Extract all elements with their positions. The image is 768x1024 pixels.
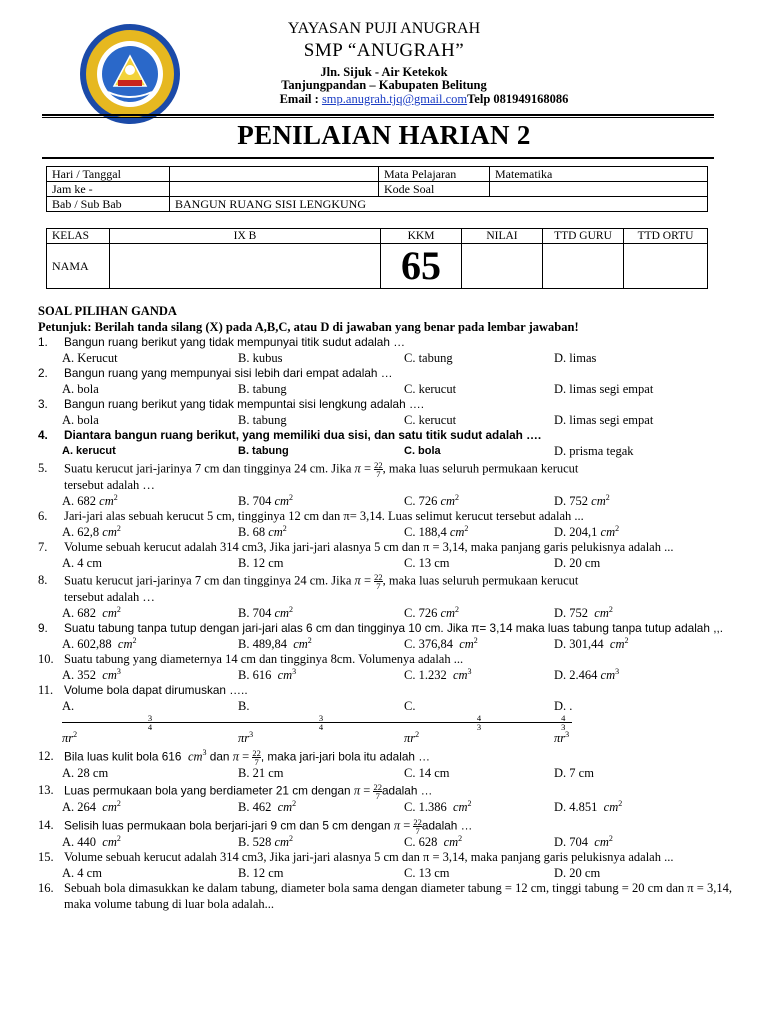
fraction-22-7: $\frac{22}{7}$ [373, 782, 382, 801]
question-5: 5. Suatu kerucut jari-jarinya 7 cm dan tingginya 24 cm. Jika π = $\frac{22}{7}$ , maka luas seluruh permukaan kerucut tersebut adalah … [38, 460, 579, 492]
options-11 [38, 699, 732, 747]
option-a[interactable]: A. kerucut [62, 444, 116, 457]
option-b[interactable]: B. 704 $cm^2$ [238, 492, 294, 508]
options-6 [38, 525, 732, 541]
nama-field[interactable] [110, 244, 381, 289]
nilai-label: NILAI [462, 229, 543, 244]
option-d[interactable]: D. prisma tegak [554, 443, 634, 458]
option-b[interactable]: B. 616 $cm^3$ [238, 666, 297, 682]
option-b[interactable]: B. 462 $cm^2$ [238, 798, 297, 814]
option-d[interactable]: D. 301,44 $cm^2$ [554, 635, 629, 651]
options-5 [38, 494, 732, 510]
section-instruction: Petunjuk: Berilah tanda silang (X) pada A,B,C, atau D di jawaban yang benar pada lembar jawaban! [38, 319, 579, 334]
kkm-label: KKM [381, 229, 462, 244]
option-c[interactable]: C. 1.386 $cm^2$ [404, 798, 472, 814]
option-a[interactable]: A. 682 $cm^2$ [62, 492, 118, 508]
option-c[interactable]: C. 188,4 $cm^2$ [404, 523, 469, 539]
options-3 [38, 413, 732, 429]
option-d[interactable]: D. 204,1 $cm^2$ [554, 523, 620, 539]
question-6: 6. Jari-jari alas sebuah kerucut 5 cm, tingginya 12 cm dan π= 3,14. Luas selimut kerucut tersebut adalah ... [38, 509, 584, 523]
options-7 [38, 556, 732, 572]
option-c[interactable]: C. 726 $cm^2$ [404, 492, 460, 508]
question-14: 14. Selisih luas permukaan bola berjari-jari 9 cm dan 5 cm dengan π = $\frac{22}{7}$ adalah … [38, 816, 473, 836]
hari-label: Hari / Tanggal [47, 167, 170, 182]
option-b[interactable]: B. 21 cm [238, 765, 284, 780]
option-d[interactable]: D. limas [554, 350, 597, 365]
address-line-1: Jln. Sijuk - Air Ketekok [320, 65, 448, 79]
options-9 [38, 637, 732, 653]
jam-field[interactable] [170, 182, 379, 197]
address-line-2: Tanjungpandan – Kabupaten Belitung [281, 78, 487, 92]
fraction-22-7: $\frac{22}{7}$ [252, 747, 261, 767]
question-4: 4. Diantara bangun ruang berikut, yang memiliki dua sisi, dan satu titik sudut adalah …. [38, 428, 542, 442]
contact-line: Email : smp.anugrah.tjq@gmail.comTelp 081949168086 [279, 92, 569, 106]
options-4 [38, 444, 732, 460]
option-d[interactable]: D. . 4 3 $\pi r^3$ [554, 698, 573, 745]
question-16: 16. Sebuah bola dimasukkan ke dalam tabung, diameter bola sama dengan diameter tabung = 12 cm, tinggi tabung = 20 cm dan π = 3,14, maka volume tabung di luar bola adalah... [38, 881, 732, 911]
fraction-22-7: $\frac{22}{7}$ [374, 572, 383, 591]
option-b[interactable]: B. 68 $cm^2$ [238, 523, 287, 539]
kode-label: Kode Soal [379, 182, 490, 197]
option-c[interactable]: C. 628 $cm^2$ [404, 833, 463, 849]
option-d[interactable]: D. 752 $cm^2$ [554, 604, 613, 620]
options-12 [38, 766, 732, 782]
question-3: 3. Bangun ruang berikut yang tidak mempuntai sisi lengkung adalah …. [38, 397, 425, 411]
question-15: 15. Volume sebuah kerucut adalah 314 cm3, Jika jari-jari alasnya 5 cm dan π = 3,14, maka panjang garis pelukisnya adalah ... [38, 850, 674, 864]
option-c[interactable]: C. 1.232 $cm^3$ [404, 666, 472, 682]
question-9: 9. Suatu tabung tanpa tutup dengan jari-jari alas 6 cm dan tingginya 10 cm. Jika π= 3,14 maka luas tabung tanpa tutup adalah ,,. [38, 621, 724, 635]
options-8 [38, 606, 732, 622]
option-a[interactable]: A. Kerucut [62, 350, 118, 365]
option-c[interactable]: C. 13 cm [404, 865, 450, 880]
option-c[interactable]: C. kerucut [404, 381, 457, 396]
option-d[interactable]: D. limas segi empat [554, 381, 654, 396]
exam-info-table [46, 166, 708, 212]
school-name: SMP “ANUGRAH” [303, 40, 465, 61]
option-d[interactable]: D. 704 $cm^2$ [554, 833, 613, 849]
email-link[interactable]: smp.anugrah.tjq@gmail.com [321, 92, 468, 106]
option-c[interactable]: C. bola [404, 444, 441, 457]
option-c[interactable]: C. 13 cm [404, 555, 450, 570]
option-d[interactable]: D. 20 cm [554, 555, 601, 570]
option-a[interactable]: A. 682 $cm^2$ [62, 604, 121, 620]
option-d[interactable]: D. 2.464 $cm^3$ [554, 666, 620, 682]
option-c[interactable]: C. kerucut [404, 412, 457, 427]
ttd-ortu-field[interactable] [624, 244, 708, 289]
mapel-value: Matematika [490, 167, 708, 182]
header-rule [42, 114, 714, 116]
option-b[interactable]: B. tabung [238, 381, 287, 396]
mapel-label: Mata Pelajaran [379, 167, 490, 182]
option-a[interactable]: A. bola [62, 381, 99, 396]
hari-field[interactable] [170, 167, 379, 182]
option-d[interactable]: D. 20 cm [554, 865, 601, 880]
bab-value: BANGUN RUANG SISI LENGKUNG [170, 197, 708, 212]
page-title: PENILAIAN HARIAN 2 [237, 120, 531, 150]
section-heading: SOAL PILIHAN GANDA [38, 304, 177, 318]
option-a[interactable]: A. 264 $cm^2$ [62, 798, 121, 814]
question-7: 7. Volume sebuah kerucut adalah 314 cm3, Jika jari-jari alasnya 5 cm dan π = 3,14, maka panjang garis pelukisnya adalah ... [38, 540, 674, 554]
school-header [0, 0, 768, 120]
options-10 [38, 668, 732, 684]
question-12: 12. Bila luas kulit bola 616 $cm^3$ dan π = $\frac{22}{7}$ , maka jari-jari bola itu adalah … [38, 747, 431, 767]
question-1: 1. Bangun ruang berikut yang tidak mempunyai titik sudut adalah … [38, 335, 406, 349]
question-13: 13. Luas permukaan bola yang berdiameter 21 cm dengan π = $\frac{22}{7}$ adalah … [38, 782, 433, 801]
nama-label: NAMA [47, 244, 110, 289]
question-2: 2. Bangun ruang yang mempunyai sisi lebih dari empat adalah … [38, 366, 393, 380]
option-a[interactable]: A. 4 cm [62, 865, 102, 880]
header-rule-thin [42, 117, 714, 118]
option-b[interactable]: B. tabung [238, 444, 289, 457]
option-b[interactable]: B. 12 cm [238, 555, 284, 570]
option-b[interactable]: B. kubus [238, 350, 283, 365]
option-c[interactable]: C. 4 3 $\pi r^2$ [404, 699, 554, 747]
option-b[interactable]: B. 528 $cm^2$ [238, 833, 294, 849]
option-d[interactable]: D. 4.851 $cm^2$ [554, 798, 623, 814]
bab-label: Bab / Sub Bab [47, 197, 170, 212]
question-8: 8. Suatu kerucut jari-jarinya 7 cm dan tingginya 24 cm. Jika π = $\frac{22}{7}$ , maka luas seluruh permukaan kerucut tersebut adalah … [38, 572, 579, 604]
option-a[interactable]: A. 352 $cm^3$ [62, 666, 121, 682]
title-rule [42, 157, 714, 159]
option-a[interactable]: A. 62,8 $cm^2$ [62, 523, 121, 539]
kode-field[interactable] [490, 182, 708, 197]
student-table [46, 228, 708, 289]
option-d[interactable]: D. 752 $cm^2$ [554, 492, 610, 508]
option-b[interactable]: B. 704 $cm^2$ [238, 604, 294, 620]
question-10: 10. Suatu tabung yang diameternya 14 cm dan tingginya 8cm. Volumenya adalah ... [38, 652, 464, 666]
option-b[interactable]: B. 489,84 $cm^2$ [238, 635, 312, 651]
fraction-22-7: $\frac{22}{7}$ [374, 460, 383, 479]
option-c[interactable]: C. tabung [404, 350, 453, 365]
nilai-field[interactable] [462, 244, 543, 289]
ttd-guru-label: TTD GURU [543, 229, 624, 244]
kelas-label: KELAS [47, 229, 110, 244]
questions-section [38, 304, 732, 912]
kkm-value: 65 [381, 244, 462, 289]
foundation-name: YAYASAN PUJI ANUGRAH [287, 20, 481, 37]
fraction-22-7: $\frac{22}{7}$ [413, 816, 422, 836]
options-15 [38, 866, 732, 882]
option-a[interactable]: A. 440 $cm^2$ [62, 833, 121, 849]
option-c[interactable]: C. 726 $cm^2$ [404, 604, 460, 620]
option-b[interactable]: B. 3 4 $\pi r^3$ [238, 699, 404, 747]
option-b[interactable]: B. tabung [238, 412, 287, 427]
options-2 [38, 382, 732, 398]
ttd-ortu-label: TTD ORTU [624, 229, 708, 244]
ttd-guru-field[interactable] [543, 244, 624, 289]
jam-label: Jam ke - [47, 182, 170, 197]
option-d[interactable]: D. limas segi empat [554, 412, 654, 427]
question-11: 11. Volume bola dapat dirumuskan ….. [38, 683, 248, 697]
option-c[interactable]: C. 376,84 $cm^2$ [404, 635, 478, 651]
option-a[interactable]: A. 3 4 $\pi r^2$ [62, 699, 238, 747]
option-a[interactable]: A. 602,88 $cm^2$ [62, 635, 137, 651]
options-1 [38, 351, 732, 367]
option-d[interactable]: D. 7 cm [554, 765, 594, 780]
option-a[interactable]: A. bola [62, 412, 99, 427]
options-14 [38, 835, 732, 851]
option-c[interactable]: C. 14 cm [404, 765, 450, 780]
option-a[interactable]: A. 28 cm [62, 765, 109, 780]
option-b[interactable]: B. 12 cm [238, 865, 284, 880]
options-13 [38, 800, 732, 816]
option-a[interactable]: A. 4 cm [62, 555, 102, 570]
kelas-value: IX B [110, 229, 381, 244]
